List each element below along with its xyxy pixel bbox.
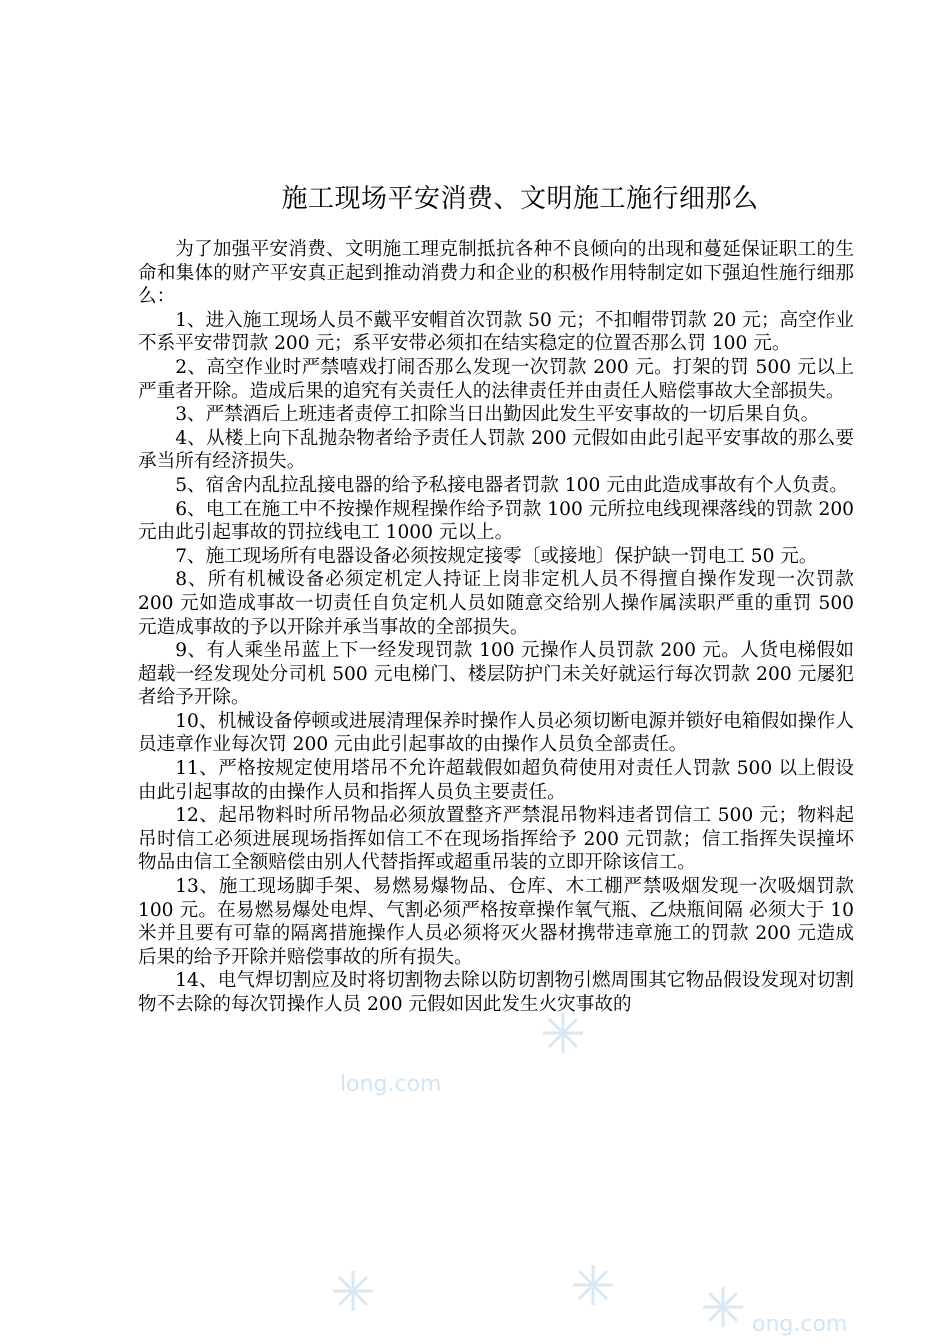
- watermark-text: long.com: [340, 1072, 442, 1097]
- paragraph-rule-10: 10、机械设备停顿或进展清理保养时操作人员必须切断电源并锁好电箱假如操作人员违章作业每次罚 200 元由此引起事故的由操作人员负全部责任。: [138, 710, 854, 756]
- paragraph-rule-1: 1、进入施工现场人员不戴平安帽首次罚款 50 元；不扣帽带罚款 20 元；高空作业不系平安带罚款 200 元；系平安带必须扣在结实稳定的位置否那么罚 100 元。: [138, 309, 854, 355]
- watermark-text: ong.com: [752, 1312, 848, 1337]
- paragraph-rule-5: 5、宿舍内乱拉乱接电器的给予私接电器者罚款 100 元由此造成事故有个人负责。: [175, 474, 848, 496]
- paragraph-rule-14: 14、电气焊切割应及时将切割物去除以防切割物引燃周围其它物品假设发现对切割物不去除的每次罚操作人员 200 元假如因此发生火灾事故的: [138, 970, 854, 1015]
- paragraph-rule-8: 8、所有机械设备必须定机定人持证上岗非定机人员不得擅自操作发现一次罚款 200 元如造成事故一切责任自负定机人员如随意交给别人操作属渎职严重的重罚 500 元造成事故的予以开除并承当事故的全部损失。: [138, 569, 854, 638]
- snowflake-icon: [540, 1010, 586, 1056]
- paragraph-rule-13: 13、施工现场脚手架、易燃易爆物品、仓库、木工棚严禁吸烟发现一次吸烟罚款 100 元。在易燃易爆处电焊、气割必须严格按章操作氧气瓶、乙炔瓶间隔 必须大于 10 米并且要有可靠的隔离措施操作人员必须将灭火器材携带违章施工的罚款 200 元造成后果的给予开除并赔偿事故的所有损失。: [138, 876, 854, 968]
- paragraph-intro: 为了加强平安消费、文明施工理克制抵抗各种不良倾向的出现和蔓延保证职工的生命和集体的财产平安真正起到推动消费力和企业的积极作用特制定如下强迫性施行细那么：: [138, 239, 854, 308]
- paragraph-rule-4: 4、从楼上向下乱抛杂物者给予责任人罚款 200 元假如由此引起平安事故的那么要承当所有经济损失。: [138, 427, 854, 473]
- paragraph-rule-12: 12、起吊物料时所吊物品必须放置整齐严禁混吊物料违者罚信工 500 元；物料起吊时信工必须进展现场指挥如信工不在现场指挥给予 200 元罚款；信工指挥失误撞坏物品由信工全额赔偿由别人代替指挥或超重吊装的立即开除该信工。: [138, 805, 854, 874]
- paragraph-rule-9: 9、有人乘坐吊蓝上下一经发现罚款 100 元操作人员罚款 200 元。人货电梯假如超载一经发现处分司机 500 元电梯门、楼层防护门未关好就运行每次罚款 200 元屡犯者给予开除。: [138, 640, 854, 709]
- paragraph-rule-6: 6、电工在施工中不按操作规程操作给予罚款 100 元所拉电线现裸落线的罚款 200 元由此引起事故的罚拉线电工 1000 元以上。: [138, 498, 854, 544]
- paragraph-rule-3: 3、严禁酒后上班违者责停工扣除当日出勤因此发生平安事故的一切后果自负。: [175, 404, 820, 426]
- paragraph-rule-11: 11、严格按规定使用塔吊不允许超载假如超负荷使用对责任人罚款 500 以上假设由此引起事故的由操作人员和指挥人员负主要责任。: [138, 758, 854, 803]
- snowflake-icon: [330, 1268, 376, 1314]
- snowflake-icon: [700, 1284, 746, 1330]
- paragraph-rule-2: 2、高空作业时严禁嘻戏打闹否那么发现一次罚款 200 元。打架的罚 500 元以上严重者开除。造成后果的追究有关责任人的法律责任并由责任人赔偿事故大全部损失。: [138, 356, 854, 402]
- document-title: 施工现场平安消费、文明施工施行细那么: [281, 184, 759, 214]
- document-body: [138, 238, 854, 1017]
- paragraph-rule-7: 7、施工现场所有电器设备必须按规定接零〔或接地〕保护缺一罚电工 50 元。: [175, 545, 818, 567]
- snowflake-icon: [570, 1262, 616, 1308]
